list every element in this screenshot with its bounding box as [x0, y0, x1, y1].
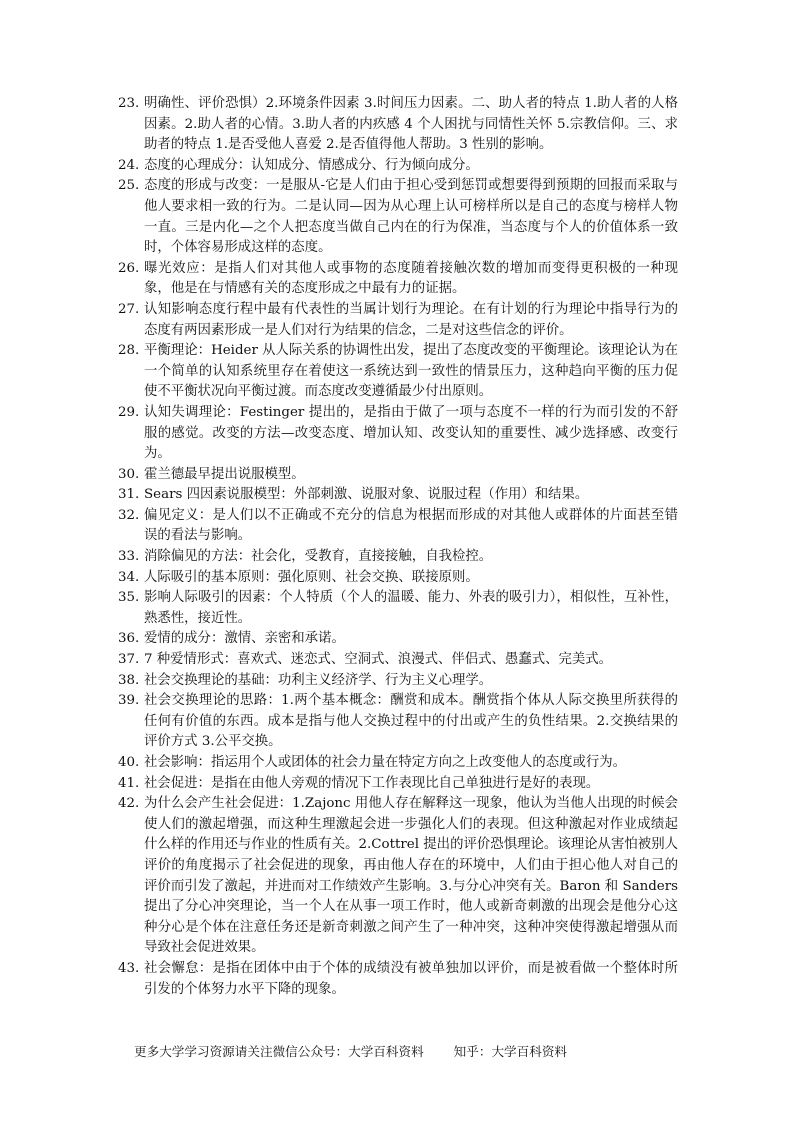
item-number: 42. — [118, 796, 140, 812]
item-text: 认知影响态度行程中最有代表性的当属计划行为理论。在有计划的行为理论中指导行为的态度有两因素形成一是人们对行为结果的信念，二是对这些信念的评价。 — [144, 301, 678, 338]
item-text: 曝光效应：是指人们对其他人或事物的态度随着接触次数的增加而变得更积极的一种现象，他是在与情感有关的态度形成之中最有力的证据。 — [144, 260, 678, 297]
item-text: 为什么会产生社会促进：1.Zajonc 用他人存在解释这一现象，他认为当他人出现的时候会使人们的激起增强，而这种生理激起会进一步强化人们的表现。但这种激起对作业成绩起什么样的作用还与作业的性质有关。2.Cottrel 提出的评价恐惧理论。该理论从害怕被别人评价的角度揭示了社会促进的现象，再由他人存在的环境中，人们由于担心他人对自己的评价而引发了激起，并进而对工作绩效产生影响。3.与分心冲突有关。Baron 和 Sanders 提出了分心冲突理论，当一个人在从事一项工作时，他人或新奇刺激的出现会是他分心这种分心是个体在注意任务还是新奇刺激之间产生了一种冲突，这种冲突使得激起增强从而导致社会促进效果。 — [144, 796, 678, 956]
footer-zhihu-note: 知乎：大学百科资料 — [453, 1044, 567, 1059]
item-text: 人际吸引的基本原则：强化原则、社会交换、联接原则。 — [144, 569, 479, 585]
item-number: 30. — [118, 466, 140, 482]
item-number: 36. — [118, 631, 140, 647]
page-footer — [134, 1041, 694, 1060]
list-item — [118, 650, 678, 671]
list-item — [118, 156, 678, 177]
list-item — [118, 774, 678, 795]
item-text: Sears 四因素说服模型：外部刺激、说服对象、说服过程（作用）和结果。 — [144, 487, 589, 503]
list-item — [118, 341, 678, 403]
item-text: 社会交换理论的基础：功利主义经济学、行为主义心理学。 — [144, 672, 493, 688]
item-number: 40. — [118, 755, 140, 770]
item-number: 23. — [118, 96, 140, 111]
item-text: 社会懈怠：是指在团体中由于个体的成绩没有被单独加以评价，而是被看做一个整体时所引发的个体努力水平下降的现象。 — [144, 960, 678, 997]
item-number: 33. — [118, 549, 140, 565]
numbered-list — [118, 94, 678, 1000]
item-number: 37. — [118, 652, 140, 668]
list-item — [118, 691, 678, 753]
item-number: 24. — [118, 157, 140, 173]
list-item — [118, 506, 678, 547]
item-number: 31. — [118, 487, 140, 503]
list-item — [118, 547, 678, 568]
item-text: 偏见定义：是人们以不正确或不充分的信息为根据而形成的对其他人或群体的片面甚至错误的看法与影响。 — [144, 507, 678, 544]
list-item — [118, 588, 678, 629]
item-number: 43. — [118, 960, 140, 976]
item-text: 爱情的成分：激情、亲密和承诺。 — [144, 631, 345, 647]
item-text: 社会交换理论的思路：1.两个基本概念：酬赏和成本。酬赏指个体从人际交换里所获得的任何有价值的东西。成本是指与他人交换过程中的付出或产生的负性结果。2.交换结果的评价方式 3.公平交换。 — [144, 693, 678, 750]
list-item — [118, 94, 678, 156]
item-number: 34. — [118, 569, 140, 585]
list-item — [118, 300, 678, 341]
list-item — [118, 794, 678, 959]
item-number: 39. — [118, 693, 140, 709]
list-item — [118, 671, 678, 692]
item-number: 26. — [118, 260, 140, 276]
list-item — [118, 959, 678, 1000]
item-number: 41. — [118, 775, 140, 791]
item-text: 消除偏见的方法：社会化，受教育，直接接触，自我检控。 — [144, 549, 493, 565]
item-text: 影响人际吸引的因素：个人特质（个人的温暖、能力、外表的吸引力），相似性，互补性，熟悉性，接近性。 — [144, 590, 678, 626]
item-text: 社会促进：是指在由他人旁观的情况下工作表现比自己单独进行是好的表现。 — [144, 775, 600, 791]
list-item — [118, 753, 678, 774]
item-text: 态度的心理成分：认知成分、情感成分、行为倾向成分。 — [144, 157, 479, 173]
footer-wechat-note: 更多大学学习资源请关注微信公众号：大学百科资料 — [134, 1044, 424, 1059]
item-number: 25. — [118, 178, 140, 194]
item-number: 32. — [118, 507, 140, 523]
item-text: 霍兰德最早提出说服模型。 — [144, 466, 305, 482]
list-item — [118, 403, 678, 465]
item-number: 35. — [118, 590, 140, 606]
list-item — [118, 485, 678, 506]
list-item — [118, 259, 678, 300]
list-item — [118, 465, 678, 486]
list-item — [118, 568, 678, 589]
item-text: 态度的形成与改变：一是服从-它是人们由于担心受到惩罚或想要得到预期的回报而采取与他人要求相一致的行为。二是认同—因为从心理上认可榜样所以是自己的态度与榜样人物一直。三是内化—之个人把态度当做自己内在的行为保准，当态度与个人的价值体系一致时，个体容易形成这样的态度。 — [144, 178, 678, 256]
item-number: 38. — [118, 672, 140, 688]
item-text: 社会影响：指运用个人或团体的社会力量在特定方向之上改变他人的态度或行为。 — [144, 755, 627, 770]
item-text: 认知失调理论：Festinger 提出的，是指由于做了一项与态度不一样的行为而引发的不舒服的感觉。改变的方法—改变态度、增加认知、改变认知的重要性、减少选择感、改变行为。 — [144, 404, 678, 462]
item-number: 27. — [118, 301, 140, 317]
item-number: 29. — [118, 404, 140, 420]
list-item — [118, 176, 678, 258]
list-item — [118, 629, 678, 650]
item-text: 明确性、评价恐惧）2.环境条件因素 3.时间压力因素。二、助人者的特点 1.助人者的人格因素。2.助人者的心情。3.助人者的内疚感 4 个人困扰与同情性关怀 5.宗教信仰。三、求助者的特点 1.是否受他人喜爱 2.是否值得他人帮助。3 性别的影响。 — [144, 96, 678, 153]
item-text: 7 种爱情形式：喜欢式、迷恋式、空洞式、浪漫式、伴侣式、愚蠢式、完美式。 — [144, 652, 613, 668]
item-number: 28. — [118, 343, 140, 359]
item-text: 平衡理论：Heider 从人际关系的协调性出发，提出了态度改变的平衡理论。该理论认为在一个简单的认知系统里存在着使这一系统达到一致性的情景压力，这种趋向平衡的压力促使不平衡状况向平衡过渡。而态度改变遵循最少付出原则。 — [144, 343, 678, 400]
